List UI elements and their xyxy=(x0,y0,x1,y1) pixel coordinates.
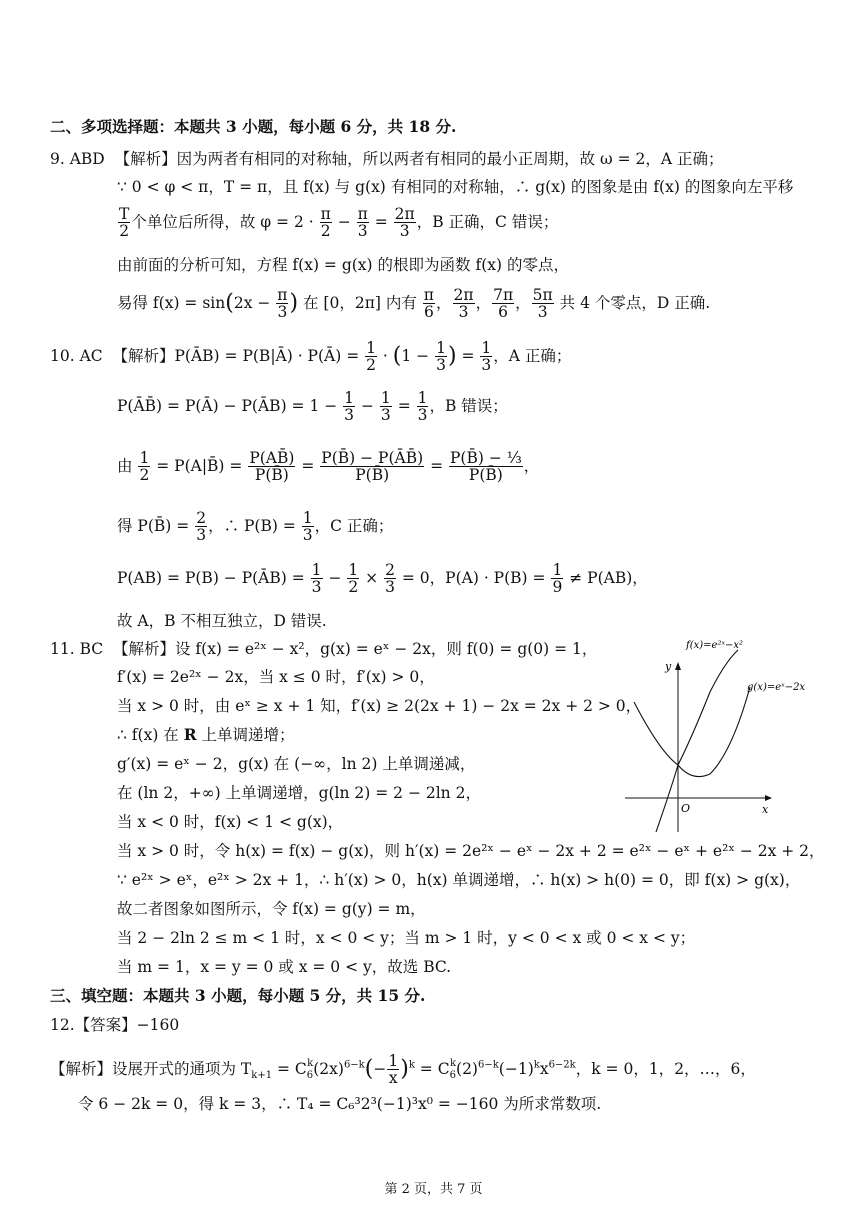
q10-l3-frac3: $\frac{P(B̄) - P(ĀB̄)}{P(B̄)}$ xyxy=(321,449,424,485)
q10-l1-e: ，A 正确； xyxy=(493,346,572,365)
q10-l1-frac3: $\frac{1}{3}$ xyxy=(481,339,492,375)
q10-l5-frac1: $\frac{1}{3}$ xyxy=(311,561,322,597)
q11-line4 xyxy=(117,726,295,745)
q11-line7: 当 x < 0 时，f(x) < 1 < g(x)， xyxy=(117,813,344,831)
q12-l1-h: x xyxy=(539,1059,549,1078)
q11-line10: 故二者图象如图所示，令 f(x) = g(y) = m， xyxy=(117,900,426,918)
graph-f-curve xyxy=(634,650,738,765)
q9-zero-4: $\frac{5\pi}{3}$ xyxy=(532,286,553,322)
q12-line-answer xyxy=(50,1016,179,1035)
q12-l1-i: ，k = 0，1，2，…，6， xyxy=(575,1059,756,1078)
q10-l4-c: ，C 正确； xyxy=(314,516,394,535)
q10-l1-b: · xyxy=(378,346,393,365)
page-footer: 第 2 页，共 7 页 xyxy=(384,1182,483,1197)
q12-label: 12. xyxy=(50,1016,75,1034)
q10-l3-c2: = xyxy=(425,456,448,475)
q9-zero-3: $\frac{7\pi}{6}$ xyxy=(493,286,514,322)
graph-y-label: y xyxy=(665,660,672,673)
q11-line5: g′(x) = eˣ − 2，g(x) 在 (−∞，ln 2) 上单调递减， xyxy=(117,755,476,773)
q9-frac-2: $\frac{\pi}{3}$ xyxy=(357,205,368,241)
q11-line2: f′(x) = 2e²ˣ − 2x，当 x ≤ 0 时，f′(x) > 0， xyxy=(117,668,435,686)
q10-l5-c: × xyxy=(360,568,384,587)
q9-frac-T2: $\frac{T}{2}$ xyxy=(119,205,130,241)
q9-line4: 由前面的分析可知，方程 f(x) = g(x) 的根即为函数 f(x) 的零点， xyxy=(117,256,569,274)
q10-l1-frac1: $\frac{1}{2}$ xyxy=(366,339,376,375)
q10-l5-b: − xyxy=(323,568,347,587)
q10-l4-frac2: $\frac{1}{3}$ xyxy=(302,509,313,545)
q9-l3-b: − xyxy=(332,212,356,231)
q11-l4-R: R xyxy=(183,725,197,744)
q9-l3-d: ，B 正确，C 错误； xyxy=(416,212,559,231)
q12-l1-b: = C xyxy=(272,1059,307,1078)
q10-l4-a: 得 P(B̄) = xyxy=(117,516,195,535)
q10-line2 xyxy=(117,390,508,424)
q10-l2-frac3: $\frac{1}{3}$ xyxy=(417,389,428,425)
graph-x-label: x xyxy=(762,803,769,816)
q12-l1-f: (2) xyxy=(456,1059,478,1078)
q12-line1: 【解析】设展开式的通项为 $T_{k+1} = C_6^k(2x)^{6-k}(-$ $\frac{1}{x}$ )$^k = C_6^k(2)^{6-k}(-1)^kx^{6-2k}$，k = 0，1，2，…，6， xyxy=(50,1052,756,1088)
q10-line5 xyxy=(117,562,648,596)
section3-heading: 三、填空题：本题共 3 小题，每小题 5 分，共 15 分. xyxy=(50,986,426,1005)
q10-l2-c: = xyxy=(392,396,416,415)
q12-frac-1x: $\frac{1}{x}$ xyxy=(388,1052,399,1088)
q9-label: 9. ABD xyxy=(50,150,105,168)
q10-l3-frac1: $\frac{1}{2}$ xyxy=(139,449,150,485)
q11-l4-b: 上单调递增； xyxy=(196,726,295,744)
q10-l3-c: = xyxy=(296,456,320,475)
q10-l5-frac4: $\frac{1}{9}$ xyxy=(552,561,563,597)
q10-line6: 故 A，B 不相互独立，D 错误. xyxy=(117,612,327,630)
q9-l5-c: 共 4 个零点，D 正确. xyxy=(554,293,711,312)
q10-line1: 10. AC 【解析】P(ĀB) = P(B|Ā) · P(Ā) = $\frac{1}{2}$ · (1 − $\frac{1}{3}$ ) = $\frac{1}{3}$ ，A 正确； xyxy=(50,339,572,375)
q10-line3 xyxy=(117,450,539,484)
q10-l2-b: − xyxy=(356,396,379,415)
graph-y-arrow xyxy=(675,662,681,670)
q11-line6: 在 (ln 2，+∞) 上单调递增，g(ln 2) = 2 − 2ln 2， xyxy=(117,784,481,802)
q11-line9: ∵ e²ˣ > eˣ，e²ˣ > 2x + 1，∴ h′(x) > 0，h(x) 单调递增，∴ h(x) > h(0) = 0，即 f(x) > g(x)， xyxy=(117,871,801,889)
q9-line5: 易得 f(x) = sin(2x − $\frac{\pi}{3}$ ) 在 [0，2π] 内有 $\frac{\pi}{6}$ ， $\frac{2\pi}{3}$ ， $\frac{7\pi}{6}$ ， $\frac{5\pi}{3}$ 共 4 个零点，D 正确. xyxy=(117,286,711,322)
q10-l5-e: ≠ P(AB)， xyxy=(564,568,648,587)
q11-text-1: 【解析】设 f(x) = e²ˣ − x²，g(x) = eˣ − 2x，则 f(0) = g(0) = 1， xyxy=(112,640,598,658)
q9-line2: ∵ 0 < φ < π，T = π，且 f(x) 与 g(x) 有相同的对称轴，∴ g(x) 的图象是由 f(x) 的图象向左平移 xyxy=(117,178,794,196)
q10-line4 xyxy=(117,510,393,544)
q10-l1-a: 【解析】P(ĀB) = P(B|Ā) · P(Ā) = xyxy=(112,346,365,365)
q9-zero-1: $\frac{\pi}{6}$ xyxy=(423,286,434,322)
q10-l1-d: = xyxy=(456,346,480,365)
q10-l2-e: ，B 错误； xyxy=(429,396,508,415)
graph-g-label: g(x)=eˣ−2x xyxy=(747,682,806,693)
q10-l2-frac2: $\frac{1}{3}$ xyxy=(380,389,391,425)
graph-x-arrow xyxy=(765,795,772,801)
q10-label: 10. AC xyxy=(50,346,103,365)
q12-l1-sub: k+1 xyxy=(251,1069,273,1081)
q12-l1-g: (−1) xyxy=(498,1059,534,1078)
q9-frac-pi3: $\frac{\pi}{3}$ xyxy=(277,286,288,322)
section2-heading: 二、多项选择题：本题共 3 小题，每小题 6 分，共 18 分. xyxy=(50,117,457,136)
q11-line1 xyxy=(50,640,597,659)
graph-origin-label: O xyxy=(681,802,691,815)
q9-zero-2: $\frac{2\pi}{3}$ xyxy=(453,286,474,322)
q9-l5-a: 易得 f(x) = sin xyxy=(117,293,226,312)
q11-l4-a: ∴ f(x) 在 xyxy=(117,726,184,744)
q12-line2: 令 6 − 2k = 0，得 k = 3，∴ T₄ = C₆³2³(−1)³x⁰ = −160 为所求常数项. xyxy=(78,1095,602,1113)
q10-l3-a: 由 xyxy=(117,456,138,475)
q11-line8: 当 x > 0 时，令 h(x) = f(x) − g(x)，则 h′(x) = 2e²ˣ − eˣ − 2x + 2 = e²ˣ − eˣ + e²ˣ − 2x + 2， xyxy=(117,842,825,860)
q10-l3-b: = P(A|B̄) = xyxy=(151,456,248,475)
q10-l5-frac2: $\frac{1}{2}$ xyxy=(348,561,359,597)
q11-line11: 当 2 − 2ln 2 ≤ m < 1 时，x < 0 < y；当 m > 1 时，y < 0 < x 或 0 < x < y； xyxy=(117,929,696,947)
q10-l3-frac2: $\frac{P(AB̄)}{P(B̄)}$ xyxy=(249,449,295,485)
q12-l1-e: = C xyxy=(414,1059,450,1078)
q10-l5-frac3: $\frac{2}{3}$ xyxy=(385,561,395,597)
q9-line3 xyxy=(117,206,558,240)
q10-l1-c: 1 − xyxy=(401,346,435,365)
q11-graph xyxy=(620,632,830,837)
q10-l1-frac2: $\frac{1}{3}$ xyxy=(436,339,446,375)
q9-text-1: 【解析】因为两者有相同的对称轴，所以两者有相同的最小正周期，故 ω = 2，A 正确； xyxy=(114,150,724,168)
q12-answer: 【答案】−160 xyxy=(74,1016,180,1034)
q9-frac-1: $\frac{\pi}{2}$ xyxy=(320,205,331,241)
q9-l3-a: 个单位后所得，故 φ = 2 · xyxy=(131,212,319,231)
q11-label: 11. BC xyxy=(50,640,104,658)
q10-l5-d: = 0，P(A) · P(B) = xyxy=(396,568,551,587)
q9-l5-b: 在 [0，2π] 内有 xyxy=(298,293,422,312)
q10-l4-b: ，∴ P(B) = xyxy=(208,516,301,535)
q12-l1-a: 【解析】设展开式的通项为 T xyxy=(50,1059,252,1078)
q10-l3-d: ， xyxy=(523,456,540,475)
q9-l3-c: = xyxy=(369,212,393,231)
q10-l2-frac1: $\frac{1}{3}$ xyxy=(344,389,355,425)
q9-l5-in: 2x − xyxy=(233,293,276,312)
q11-line12: 当 m = 1，x = y = 0 或 x = 0 < y，故选 BC. xyxy=(117,958,452,976)
q12-l1-c: (2x) xyxy=(313,1059,344,1078)
q9-frac-3: $\frac{2\pi}{3}$ xyxy=(394,205,415,241)
q12-l1-d: − xyxy=(373,1059,387,1078)
q10-l5-a: P(AB) = P(B) − P(ĀB) = xyxy=(117,568,310,587)
q10-l2-a: P(ĀB̄) = P(Ā) − P(ĀB) = 1 − xyxy=(117,396,343,415)
q10-l4-frac1: $\frac{2}{3}$ xyxy=(196,509,207,545)
graph-f-label: f(x)=e²ˣ−x² xyxy=(686,640,744,651)
q11-line3: 当 x > 0 时，由 eˣ ≥ x + 1 知，f′(x) ≥ 2(2x + 1) − 2x = 2x + 2 > 0， xyxy=(117,697,642,715)
q9-line1 xyxy=(50,150,724,169)
q10-l3-frac4: $\frac{\text{P(B̄) − ⅓}}{P(B̄)}$ xyxy=(450,449,522,485)
